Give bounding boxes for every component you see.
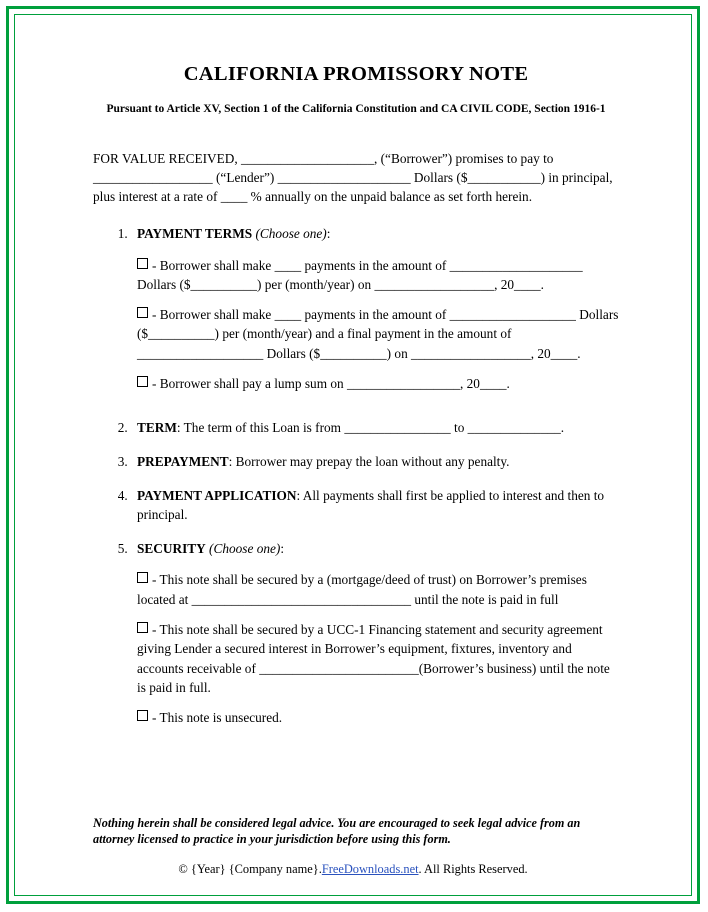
- clause-prepayment: [131, 453, 619, 472]
- document-subtitle: Pursuant to Article XV, Section 1 of the California Constitution and CA CIVIL CODE, Section 1916-1: [106, 103, 606, 115]
- security-option-3-text: - This note is unsecured.: [152, 710, 283, 726]
- clause-heading-tail: :: [280, 540, 285, 556]
- clause-heading-note: (Choose one): [209, 540, 281, 556]
- clause-body: : The term of this Loan is from ________________ to ______________.: [176, 420, 565, 436]
- payment-option-1[interactable]: [137, 256, 619, 295]
- clause-heading: SECURITY: [137, 540, 206, 556]
- security-option-3[interactable]: [137, 708, 619, 727]
- security-option-2-text: - This note shall be secured by a UCC-1 Financing statement and security agreement giving Lender a secured interest in Borrower’s equipment, fixtures, inventory and accounts receivable of ________________________(Borrower’s business) until the note is paid in full.: [137, 622, 610, 695]
- document-page: [14, 14, 692, 896]
- clause-payment-terms: [131, 225, 619, 393]
- clause-payment-application: [131, 487, 619, 525]
- copyright-line: [15, 862, 691, 877]
- document-title: CALIFORNIA PROMISSORY NOTE: [183, 63, 529, 85]
- checkbox-icon[interactable]: [137, 376, 148, 387]
- security-option-1[interactable]: [137, 570, 619, 609]
- copyright-suffix: . All Rights Reserved.: [418, 862, 528, 876]
- document-page-border: [6, 6, 700, 904]
- clause-body: : All payments shall first be applied to interest and then to principal.: [137, 487, 605, 522]
- clause-security: [131, 540, 619, 728]
- payment-option-2-text: - Borrower shall make ____ payments in the amount of ___________________ Dollars ($__________) per (month/year) and a final payment in the amount of ___________________ Dollars ($__________) on __________________, 20____.: [137, 307, 619, 361]
- checkbox-icon[interactable]: [137, 572, 148, 583]
- security-option-1-text: - This note shall be secured by a (mortgage/deed of trust) on Borrower’s premises located at _________________________________ until the note is paid in full: [137, 572, 587, 607]
- clause-body: : Borrower may prepay the loan without any penalty.: [228, 453, 510, 469]
- legal-disclaimer: Nothing herein shall be considered legal advice. You are encouraged to seek legal advice from an attorney licensed to practice in your jurisdiction before using this form.: [93, 816, 581, 847]
- clause-heading: PAYMENT TERMS: [137, 225, 253, 241]
- intro-paragraph: FOR VALUE RECEIVED, ____________________, (“Borrower”) promises to pay to __________________ (“Lender”) ____________________ Dollars ($___________) in principal, plus interest at a rate of ____ % annually on the unpaid balance as set forth herein.: [93, 151, 613, 204]
- clause-list: [93, 225, 619, 728]
- checkbox-icon[interactable]: [137, 710, 148, 721]
- clause-heading-tail: :: [326, 225, 331, 241]
- clause-heading: TERM: [137, 420, 177, 436]
- clause-term: [131, 419, 619, 438]
- clause-heading: PREPAYMENT: [137, 453, 229, 469]
- checkbox-icon[interactable]: [137, 622, 148, 633]
- clause-heading: PAYMENT APPLICATION: [137, 487, 297, 503]
- payment-option-3-text: - Borrower shall pay a lump sum on _________________, 20____.: [152, 375, 510, 391]
- payment-option-1-text: - Borrower shall make ____ payments in the amount of ____________________ Dollars ($__________) per (month/year) on __________________, 20____.: [137, 257, 583, 292]
- security-option-2[interactable]: [137, 620, 619, 697]
- payment-option-3[interactable]: [137, 374, 619, 393]
- payment-option-2[interactable]: [137, 305, 619, 363]
- clause-heading-note: (Choose one): [255, 225, 327, 241]
- copyright-prefix: © {Year} {Company name}.: [178, 862, 322, 876]
- checkbox-icon[interactable]: [137, 258, 148, 269]
- checkbox-icon[interactable]: [137, 307, 148, 318]
- freedownloads-link[interactable]: FreeDownloads.net: [321, 862, 419, 876]
- document-body: [15, 15, 691, 895]
